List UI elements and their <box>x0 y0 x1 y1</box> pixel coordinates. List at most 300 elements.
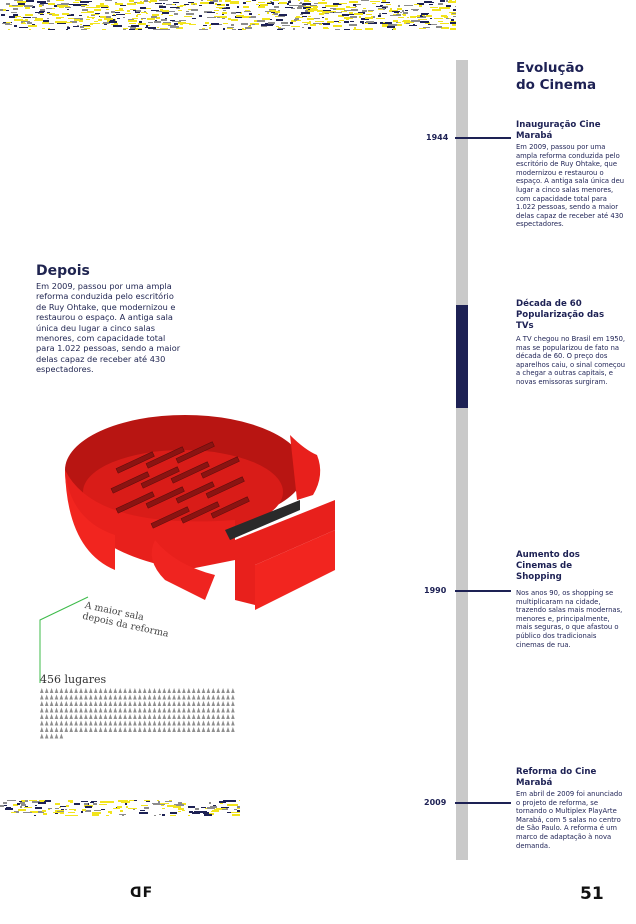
noise-dash <box>148 27 153 29</box>
seat-glyph <box>226 701 230 706</box>
noise-dash <box>207 0 213 1</box>
seat-glyph <box>138 727 142 732</box>
noise-dash <box>322 0 325 1</box>
seat-glyph <box>177 688 181 693</box>
noise-dash <box>129 29 134 30</box>
seat-glyph <box>65 714 69 719</box>
noise-dash <box>139 21 142 23</box>
seat-glyph <box>89 695 93 700</box>
seat-glyph <box>153 701 157 706</box>
noise-dash <box>423 27 430 28</box>
noise-dash <box>11 12 17 13</box>
seat-glyph <box>138 714 142 719</box>
noise-dash <box>34 20 43 21</box>
noise-dash <box>281 22 288 24</box>
seat-glyph <box>216 727 220 732</box>
seat-glyph <box>172 695 176 700</box>
noise-dash <box>188 806 195 808</box>
noise-dash <box>436 26 442 28</box>
noise-dash <box>397 24 402 26</box>
noise-dash <box>310 24 316 26</box>
seat-glyph <box>158 727 162 732</box>
timeline-title-line1: Evolução <box>516 60 584 76</box>
seat-glyph <box>212 727 216 732</box>
seat-glyph <box>79 708 83 713</box>
noise-dash <box>260 4 268 6</box>
noise-dash <box>81 29 87 30</box>
noise-dash <box>438 3 443 5</box>
noise-dash <box>56 18 61 19</box>
noise-dash <box>209 2 214 4</box>
noise-dash <box>448 2 453 3</box>
noise-dash <box>13 8 18 10</box>
noise-dash <box>440 0 445 2</box>
noise-dash <box>231 24 234 26</box>
noise-dash <box>278 28 285 29</box>
noise-dash <box>378 9 383 10</box>
noise-dash <box>167 805 176 807</box>
noise-dash <box>257 20 265 22</box>
seat-glyph <box>202 695 206 700</box>
noise-dash <box>244 11 251 12</box>
noise-dash <box>20 806 22 808</box>
noise-dash <box>299 3 303 4</box>
timeline-title-line2: do Cinema <box>516 77 597 93</box>
noise-dash <box>344 29 350 30</box>
noise-dash <box>92 812 95 814</box>
seat-glyph <box>50 688 54 693</box>
noise-dash <box>267 12 269 14</box>
noise-dash <box>258 6 263 8</box>
seat-glyph <box>128 708 132 713</box>
seat-glyph <box>187 721 191 726</box>
seat-glyph <box>197 721 201 726</box>
noise-dash <box>26 0 34 2</box>
noise-dash <box>153 29 162 30</box>
seat-glyph <box>197 695 201 700</box>
noise-dash <box>432 9 439 11</box>
noise-dash <box>314 9 318 11</box>
seat-glyph <box>138 708 142 713</box>
noise-dash <box>68 812 75 813</box>
seat-glyph <box>216 701 220 706</box>
seat-glyph <box>50 708 54 713</box>
cinema-room-illustration <box>55 400 355 620</box>
noise-dash <box>220 16 227 18</box>
noise-dash <box>159 6 163 8</box>
seat-glyph <box>128 695 132 700</box>
seat-glyph <box>60 695 64 700</box>
noise-dash <box>74 803 80 805</box>
noise-dash <box>47 18 49 19</box>
noise-dash <box>199 29 208 30</box>
noise-dash <box>276 19 283 21</box>
noise-dash <box>372 3 376 4</box>
seat-glyph <box>133 708 137 713</box>
seat-glyph <box>55 695 59 700</box>
seat-glyph <box>94 721 98 726</box>
noise-dash <box>134 2 137 3</box>
noise-dash <box>128 808 137 809</box>
noise-dash <box>42 28 45 29</box>
noise-dash <box>128 20 137 22</box>
noise-dash <box>230 2 239 4</box>
seat-glyph <box>60 701 64 706</box>
room-caption: A maior sala depois da reforma <box>81 600 170 640</box>
noise-dash <box>21 23 26 24</box>
noise-dash <box>414 4 419 5</box>
noise-dash <box>42 810 46 812</box>
noise-dash <box>161 19 167 21</box>
event-text-inauguracao: Em 2009, passou por uma ampla reforma conduzida pelo escritório de Ruy Ohtake, que modernizou e restaurou o espaço. A antiga sala única deu lugar a cinco salas menores, com capacidade total para 1.022 pessoas, sendo a maior delas capaz de receber até 430 espectadores. <box>516 143 625 229</box>
seat-glyph <box>133 714 137 719</box>
noise-dash <box>362 22 364 24</box>
seat-glyph <box>89 708 93 713</box>
seat-glyph <box>158 708 162 713</box>
noise-dash <box>304 24 308 25</box>
seat-glyph <box>226 721 230 726</box>
noise-dash <box>390 15 396 16</box>
page-number: 51 <box>580 884 604 904</box>
seat-glyph <box>109 688 113 693</box>
seat-glyph <box>167 708 171 713</box>
seat-glyph <box>74 701 78 706</box>
noise-dash <box>398 22 401 23</box>
noise-dash <box>337 25 342 27</box>
noise-dash <box>304 0 309 1</box>
seat-glyph <box>104 727 108 732</box>
seat-glyph <box>207 695 211 700</box>
noise-dash <box>313 6 318 8</box>
noise-dash <box>55 803 60 805</box>
timeline-tick-2009 <box>455 802 511 804</box>
noise-dash <box>95 7 100 8</box>
noise-dash <box>188 2 194 3</box>
noise-dash <box>306 7 311 8</box>
timeline-bar <box>456 60 468 860</box>
noise-dash <box>56 0 64 1</box>
noise-dash <box>322 23 324 24</box>
seat-glyph <box>60 721 64 726</box>
noise-dash <box>249 25 251 26</box>
noise-dash <box>199 5 202 6</box>
seat-glyph <box>202 727 206 732</box>
seat-glyph <box>143 695 147 700</box>
noise-dash <box>400 12 402 13</box>
noise-dash <box>363 8 366 9</box>
noise-dash <box>157 27 159 28</box>
noise-dash <box>336 8 345 10</box>
noise-dash <box>338 22 341 23</box>
noise-dash <box>256 4 259 5</box>
seat-glyph <box>104 701 108 706</box>
seat-glyph-grid <box>40 688 240 748</box>
noise-dash <box>404 5 413 6</box>
noise-dash <box>279 14 287 16</box>
seat-glyph <box>148 727 152 732</box>
noise-dash <box>282 25 290 26</box>
noise-dash <box>123 29 126 30</box>
noise-dash <box>438 21 443 22</box>
noise-dash <box>3 802 7 804</box>
noise-dash <box>226 4 229 6</box>
noise-dash <box>420 21 429 23</box>
noise-dash <box>270 1 272 2</box>
noise-dash <box>209 802 211 804</box>
seat-glyph <box>69 714 73 719</box>
noise-dash <box>43 20 49 22</box>
noise-dash <box>409 25 417 26</box>
seat-glyph <box>84 727 88 732</box>
seats-count-label: 456 lugares <box>40 673 107 686</box>
noise-dash <box>273 0 279 1</box>
seat-glyph <box>143 714 147 719</box>
noise-dash <box>22 802 24 804</box>
noise-dash <box>120 810 123 812</box>
seat-glyph <box>104 714 108 719</box>
seat-glyph <box>202 714 206 719</box>
seat-glyph <box>45 734 49 739</box>
seat-glyph <box>79 727 83 732</box>
seat-glyph <box>84 721 88 726</box>
noise-dash <box>249 13 252 15</box>
seat-glyph <box>172 708 176 713</box>
seat-glyph <box>114 695 118 700</box>
noise-dash <box>8 29 10 30</box>
seat-glyph <box>216 708 220 713</box>
noise-dash <box>382 13 387 14</box>
noise-dash <box>125 13 131 14</box>
noise-dash <box>33 812 37 813</box>
noise-dash <box>24 5 33 7</box>
noise-dash <box>146 13 148 14</box>
noise-dash <box>25 800 28 802</box>
noise-dash <box>303 7 306 9</box>
seat-glyph <box>50 734 54 739</box>
noise-dash <box>66 29 68 30</box>
seat-glyph <box>109 727 113 732</box>
seat-glyph <box>172 727 176 732</box>
noise-dash <box>35 12 44 13</box>
noise-dash <box>178 10 182 11</box>
noise-dash <box>25 7 30 9</box>
seat-glyph <box>118 701 122 706</box>
seat-glyph <box>202 701 206 706</box>
noise-dash <box>91 14 99 15</box>
noise-dash <box>237 6 239 8</box>
noise-dash <box>94 9 101 11</box>
seat-glyph <box>163 708 167 713</box>
noise-dash <box>144 800 150 801</box>
seat-glyph <box>163 727 167 732</box>
seat-glyph <box>197 708 201 713</box>
noise-dash <box>77 25 79 26</box>
seat-glyph <box>163 701 167 706</box>
seat-glyph <box>45 714 49 719</box>
noise-dash <box>154 21 161 23</box>
seat-glyph <box>60 708 64 713</box>
noise-dash <box>129 23 136 24</box>
noise-dash <box>322 11 330 12</box>
noise-dash <box>339 3 347 4</box>
noise-dash <box>0 805 4 807</box>
year-label-2009: 2009 <box>424 798 447 807</box>
seat-glyph <box>69 688 73 693</box>
seat-glyph <box>109 721 113 726</box>
noise-dash <box>376 6 382 7</box>
noise-dash <box>170 26 179 28</box>
seat-glyph <box>50 695 54 700</box>
seat-glyph <box>123 714 127 719</box>
noise-dash <box>141 805 148 806</box>
seat-glyph <box>148 701 152 706</box>
seat-glyph <box>158 688 162 693</box>
seat-glyph <box>138 688 142 693</box>
noise-dash <box>308 16 311 17</box>
noise-dash <box>302 16 307 17</box>
event-title-decada-60: Década de 60 Popularização das TVs <box>516 299 605 331</box>
seat-glyph <box>69 701 73 706</box>
seat-glyph <box>109 695 113 700</box>
noise-dash <box>205 22 209 24</box>
noise-dash <box>136 15 138 17</box>
seat-glyph <box>55 727 59 732</box>
seat-glyph <box>128 714 132 719</box>
noise-dash <box>402 10 404 12</box>
noise-dash <box>411 9 419 10</box>
noise-dash <box>192 18 196 19</box>
noise-dash <box>104 24 107 25</box>
noise-dash <box>277 29 283 30</box>
seat-glyph <box>187 701 191 706</box>
noise-dash <box>386 4 391 5</box>
noise-dash <box>137 2 144 4</box>
seat-glyph <box>45 727 49 732</box>
seat-glyph <box>79 688 83 693</box>
noise-dash <box>219 0 222 2</box>
noise-dash <box>393 28 396 30</box>
seat-glyph <box>109 701 113 706</box>
noise-dash <box>25 15 27 16</box>
seat-glyph <box>182 695 186 700</box>
noise-dash <box>78 4 87 5</box>
seat-glyph <box>207 727 211 732</box>
seat-glyph <box>192 727 196 732</box>
noise-dash <box>159 814 161 815</box>
noise-dash <box>122 815 124 816</box>
seat-glyph <box>221 714 225 719</box>
noise-dash <box>359 16 361 18</box>
noise-dash <box>350 16 357 18</box>
noise-dash <box>393 14 396 15</box>
noise-dash <box>102 29 106 30</box>
event-text-shopping: Nos anos 90, os shopping se multiplicaram na cidade, trazendo salas mais modernas, menores e, principalmente, mais seguras, o que afastou o público dos tradicionais cinemas de rua. <box>516 589 623 649</box>
noise-dash <box>146 801 150 802</box>
noise-dash <box>356 4 361 5</box>
noise-dash <box>222 18 225 19</box>
seat-glyph <box>133 727 137 732</box>
noise-dash <box>246 1 251 2</box>
seat-glyph <box>109 708 113 713</box>
seat-glyph <box>65 708 69 713</box>
noise-dash <box>55 808 59 809</box>
noise-dash <box>146 8 151 9</box>
noise-dash <box>151 16 157 18</box>
noise-dash <box>271 12 275 13</box>
noise-dash <box>213 805 216 806</box>
seat-glyph <box>118 714 122 719</box>
noise-dash <box>22 21 30 22</box>
seat-glyph <box>84 714 88 719</box>
noise-dash <box>48 29 55 30</box>
top-decorative-strip <box>0 0 456 30</box>
seat-glyph <box>99 727 103 732</box>
seat-glyph <box>148 714 152 719</box>
seat-glyph <box>197 727 201 732</box>
noise-dash <box>322 7 326 8</box>
noise-dash <box>140 810 145 811</box>
seat-glyph <box>221 701 225 706</box>
noise-dash <box>219 7 222 9</box>
noise-dash <box>223 23 228 24</box>
seat-glyph <box>99 708 103 713</box>
noise-dash <box>125 803 127 805</box>
noise-dash <box>405 10 408 11</box>
seat-glyph <box>123 727 127 732</box>
noise-dash <box>241 23 248 25</box>
seat-glyph <box>158 721 162 726</box>
noise-dash <box>66 805 69 807</box>
seat-glyph <box>123 708 127 713</box>
noise-dash <box>287 3 289 5</box>
seat-glyph <box>163 721 167 726</box>
noise-dash <box>84 803 88 805</box>
noise-dash <box>116 14 125 15</box>
seat-glyph <box>99 701 103 706</box>
seat-glyph <box>104 695 108 700</box>
noise-dash <box>322 17 324 18</box>
noise-dash <box>83 1 92 2</box>
noise-dash <box>159 0 168 1</box>
seat-glyph <box>212 688 216 693</box>
noise-dash <box>106 815 109 816</box>
bottom-decorative-strip <box>0 800 240 816</box>
seat-glyph <box>187 688 191 693</box>
noise-dash <box>109 21 117 23</box>
noise-dash <box>291 8 295 9</box>
seat-glyph <box>153 714 157 719</box>
seat-glyph <box>128 721 132 726</box>
noise-dash <box>155 3 162 4</box>
noise-dash <box>110 813 112 814</box>
noise-dash <box>449 12 456 13</box>
noise-dash <box>308 9 310 10</box>
noise-dash <box>24 807 32 808</box>
noise-dash <box>169 15 173 16</box>
noise-dash <box>450 28 456 30</box>
noise-dash <box>165 18 167 19</box>
seat-glyph <box>231 708 235 713</box>
seat-glyph <box>89 714 93 719</box>
seat-glyph <box>192 708 196 713</box>
noise-dash <box>127 3 136 5</box>
noise-dash <box>182 810 185 811</box>
noise-dash <box>74 19 80 21</box>
noise-dash <box>252 0 256 1</box>
noise-dash <box>308 27 311 29</box>
noise-dash <box>2 23 10 24</box>
noise-dash <box>92 814 99 816</box>
